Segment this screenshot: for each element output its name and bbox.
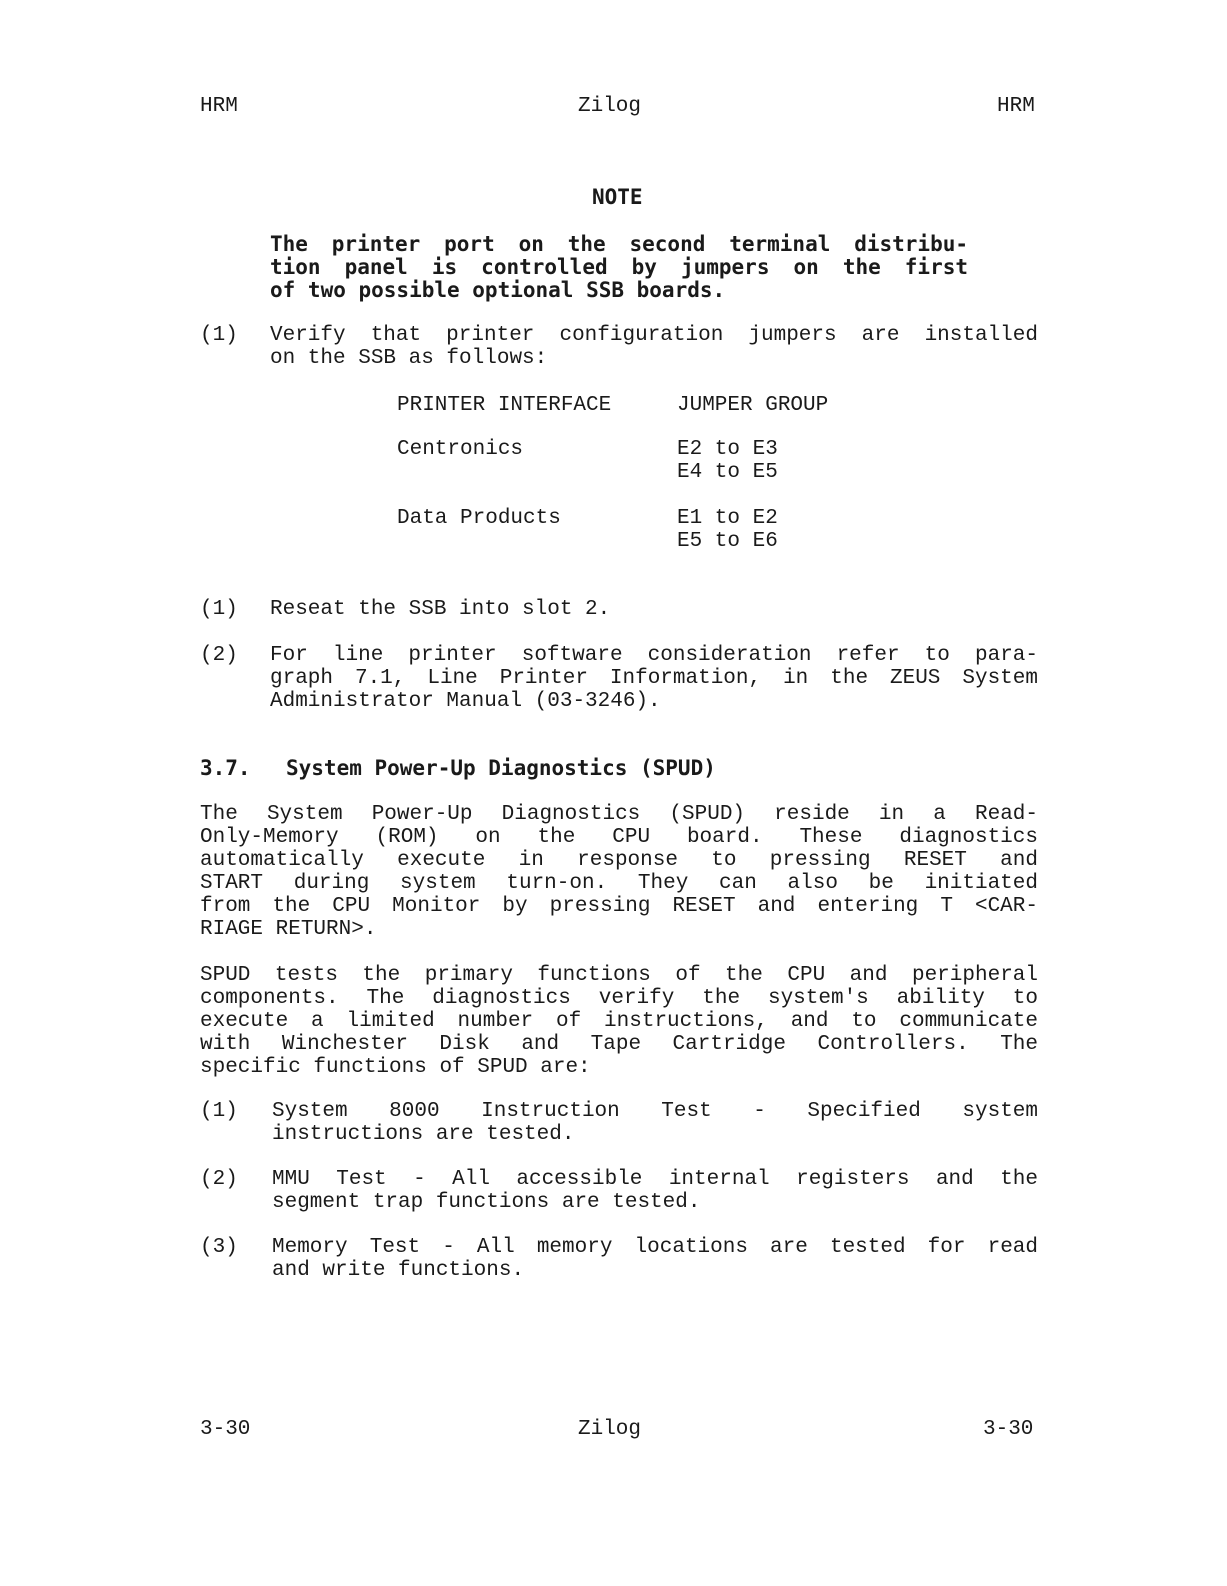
- paragraph-line: components. The diagnostics verify the system's ability to: [200, 987, 1038, 1010]
- table-cell-jumper: E4 to E5: [677, 461, 778, 484]
- function-line: System 8000 Instruction Test - Specified system: [272, 1100, 1038, 1123]
- table-cell-jumper: E5 to E6: [677, 530, 778, 553]
- section-number: 3.7.: [200, 756, 251, 780]
- section-title: System Power-Up Diagnostics (SPUD): [286, 756, 716, 780]
- table-cell-interface: Data Products: [397, 507, 561, 530]
- footer-left: 3-30: [200, 1418, 251, 1441]
- step-verify-text: [270, 324, 1038, 370]
- function-number: (3): [200, 1236, 238, 1259]
- note-body: [270, 233, 968, 302]
- paragraph-line: specific functions of SPUD are:: [200, 1056, 591, 1079]
- function-line: segment trap functions are tested.: [272, 1191, 701, 1214]
- paragraph-line: automatically execute in response to pressing RESET and: [200, 849, 1038, 872]
- function-item: [272, 1100, 1038, 1146]
- function-line: instructions are tested.: [272, 1123, 575, 1146]
- step-line: Administrator Manual (03-3246).: [270, 690, 661, 713]
- paragraph-line: execute a limited number of instructions, and to communicate: [200, 1010, 1038, 1033]
- header-left: HRM: [200, 95, 238, 118]
- step-line: For line printer software consideration refer to para-: [270, 644, 1038, 667]
- function-line: MMU Test - All accessible internal registers and the: [272, 1168, 1038, 1191]
- footer-right: 3-30: [983, 1418, 1034, 1441]
- header-center: Zilog: [578, 95, 642, 118]
- table-header-jumper: JUMPER GROUP: [677, 394, 829, 417]
- paragraph-line: START during system turn-on. They can also be initiated: [200, 872, 1038, 895]
- function-item: [272, 1168, 1038, 1214]
- paragraph-spud-tests: [200, 964, 1038, 1079]
- note-line: The printer port on the second terminal distribu-: [270, 232, 968, 256]
- paragraph-line: from the CPU Monitor by pressing RESET and entering T <CAR-: [200, 895, 1038, 918]
- step-number: (1): [200, 324, 238, 347]
- function-item: [272, 1236, 1038, 1282]
- function-line: Memory Test - All memory locations are tested for read: [272, 1236, 1038, 1259]
- paragraph-line: Only-Memory (ROM) on the CPU board. These diagnostics: [200, 826, 1038, 849]
- table-cell-jumper: E2 to E3: [677, 438, 778, 461]
- table-cell-interface: Centronics: [397, 438, 524, 461]
- function-number: (2): [200, 1168, 238, 1191]
- header-right: HRM: [997, 95, 1035, 118]
- paragraph-spud-intro: [200, 803, 1038, 941]
- note-line: of two possible optional SSB boards.: [270, 278, 726, 302]
- step-line: graph 7.1, Line Printer Information, in the ZEUS System: [270, 667, 1038, 690]
- step-line: on the SSB as follows:: [270, 347, 548, 370]
- paragraph-line: with Winchester Disk and Tape Cartridge Controllers. The: [200, 1033, 1038, 1056]
- function-line: and write functions.: [272, 1259, 525, 1282]
- step-number: (1): [200, 598, 238, 621]
- step-software-text: [270, 644, 1038, 713]
- paragraph-line: RIAGE RETURN>.: [200, 918, 377, 941]
- step-reseat-text: Reseat the SSB into slot 2.: [270, 598, 611, 621]
- note-line: tion panel is controlled by jumpers on the first: [270, 255, 968, 279]
- table-header-interface: PRINTER INTERFACE: [397, 394, 612, 417]
- step-number: (2): [200, 644, 238, 667]
- table-cell-jumper: E1 to E2: [677, 507, 778, 530]
- step-line: Verify that printer configuration jumpers are installed: [270, 324, 1038, 347]
- footer-center: Zilog: [578, 1418, 642, 1441]
- function-number: (1): [200, 1100, 238, 1123]
- paragraph-line: SPUD tests the primary functions of the CPU and peripheral: [200, 964, 1038, 987]
- note-title: NOTE: [592, 185, 643, 209]
- paragraph-line: The System Power-Up Diagnostics (SPUD) reside in a Read-: [200, 803, 1038, 826]
